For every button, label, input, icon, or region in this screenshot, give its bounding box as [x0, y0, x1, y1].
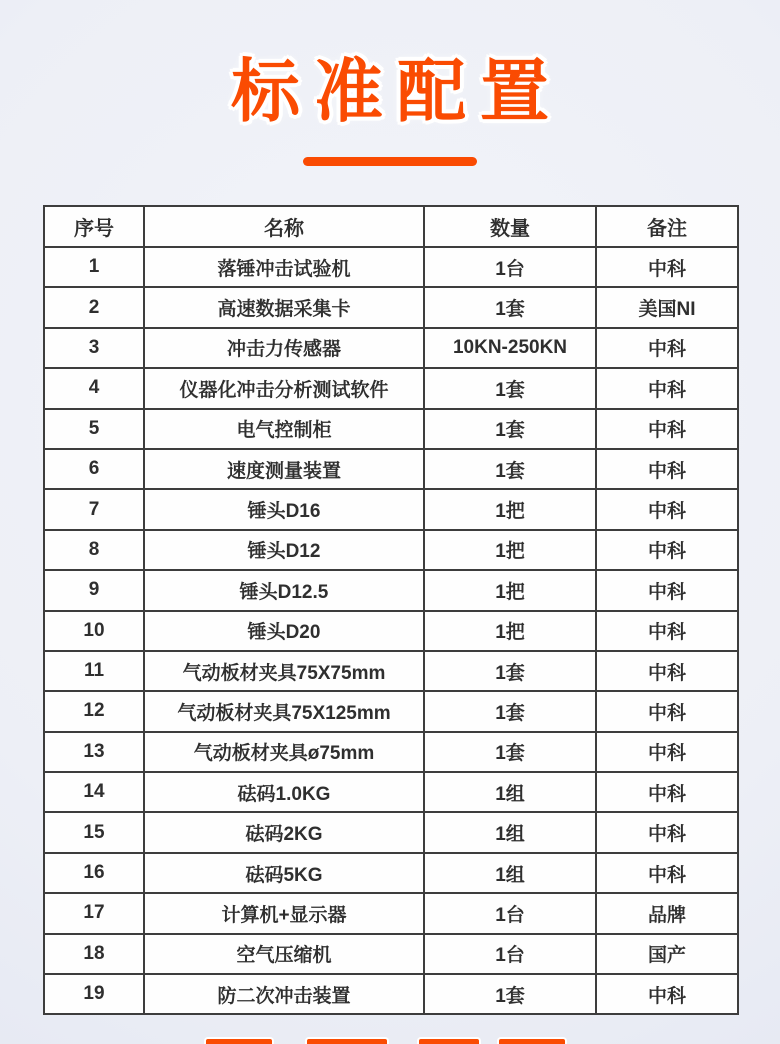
- table-cell: 中科: [596, 853, 738, 893]
- table-row: [44, 247, 738, 287]
- table-cell: 计算机+显示器: [144, 893, 424, 933]
- table-cell: 气动板材夹具ø75mm: [144, 732, 424, 772]
- table-cell: 中科: [596, 691, 738, 731]
- table-cell: 中科: [596, 328, 738, 368]
- table-cell: 锤头D12: [144, 530, 424, 570]
- table-cell: 电气控制柜: [144, 409, 424, 449]
- table-cell: 中科: [596, 368, 738, 408]
- table-row: [44, 570, 738, 610]
- table-cell: 1把: [424, 611, 596, 651]
- table-cell: 锤头D16: [144, 489, 424, 529]
- table-cell: 10KN-250KN: [424, 328, 596, 368]
- table-cell: 砝码2KG: [144, 812, 424, 852]
- table-cell: 中科: [596, 449, 738, 489]
- table-cell: 气动板材夹具75X125mm: [144, 691, 424, 731]
- table-cell: 2: [44, 287, 144, 327]
- table-cell: 1组: [424, 812, 596, 852]
- table-cell: 中科: [596, 570, 738, 610]
- table-cell: 1套: [424, 287, 596, 327]
- table-cell: 仪器化冲击分析测试软件: [144, 368, 424, 408]
- table-cell: 冲击力传感器: [144, 328, 424, 368]
- table-cell: 1组: [424, 772, 596, 812]
- title-section: [0, 55, 780, 128]
- table-cell: 14: [44, 772, 144, 812]
- table-cell: 8: [44, 530, 144, 570]
- table-cell: 1套: [424, 651, 596, 691]
- cut-off-next-title-fragment: [307, 1039, 387, 1044]
- table-cell: 6: [44, 449, 144, 489]
- table-row: [44, 489, 738, 529]
- table-cell: 1台: [424, 893, 596, 933]
- table-cell: 1台: [424, 934, 596, 974]
- table-cell: 1把: [424, 489, 596, 529]
- table-cell: 9: [44, 570, 144, 610]
- table-row: [44, 893, 738, 933]
- table-cell: 砝码5KG: [144, 853, 424, 893]
- table-cell: 中科: [596, 772, 738, 812]
- table-cell: 防二次冲击装置: [144, 974, 424, 1014]
- title-underline-bar: [303, 157, 477, 166]
- table-row: [44, 934, 738, 974]
- table-cell: 1套: [424, 409, 596, 449]
- table-cell: 4: [44, 368, 144, 408]
- table-cell: 美国NI: [596, 287, 738, 327]
- table-cell: 砝码1.0KG: [144, 772, 424, 812]
- table-cell: 11: [44, 651, 144, 691]
- table-cell: 1套: [424, 449, 596, 489]
- table-cell: 1把: [424, 530, 596, 570]
- standard-config-table: [43, 205, 739, 1015]
- table-cell: 中科: [596, 651, 738, 691]
- table-cell: 19: [44, 974, 144, 1014]
- table-cell: 锤头D12.5: [144, 570, 424, 610]
- table-cell: 10: [44, 611, 144, 651]
- table-row: [44, 772, 738, 812]
- table-cell: 空气压缩机: [144, 934, 424, 974]
- header-cell: 序号: [44, 206, 144, 247]
- table-cell: 13: [44, 732, 144, 772]
- table-cell: 15: [44, 812, 144, 852]
- table-row: [44, 409, 738, 449]
- table-row: [44, 611, 738, 651]
- table-row: [44, 651, 738, 691]
- cut-off-next-title-fragment: [206, 1039, 272, 1044]
- cut-off-next-title-fragment: [419, 1039, 479, 1044]
- table-row: [44, 368, 738, 408]
- header-cell: 名称: [144, 206, 424, 247]
- table-cell: 高速数据采集卡: [144, 287, 424, 327]
- table-cell: 品牌: [596, 893, 738, 933]
- table-row: [44, 328, 738, 368]
- table-cell: 中科: [596, 489, 738, 529]
- table-cell: 12: [44, 691, 144, 731]
- header-cell: 数量: [424, 206, 596, 247]
- table-cell: 17: [44, 893, 144, 933]
- table-cell: 中科: [596, 247, 738, 287]
- table-row: [44, 853, 738, 893]
- table-cell: 5: [44, 409, 144, 449]
- table-row: [44, 974, 738, 1014]
- page-title: 标准配置: [231, 53, 563, 130]
- table-row: [44, 691, 738, 731]
- table-row: [44, 287, 738, 327]
- config-table-body: [44, 247, 738, 1014]
- table-row: [44, 530, 738, 570]
- table-cell: 锤头D20: [144, 611, 424, 651]
- table-cell: 速度测量装置: [144, 449, 424, 489]
- table-cell: 1套: [424, 368, 596, 408]
- header-cell: 备注: [596, 206, 738, 247]
- table-cell: 18: [44, 934, 144, 974]
- table-cell: 1套: [424, 732, 596, 772]
- table-cell: 1台: [424, 247, 596, 287]
- table-cell: 1套: [424, 974, 596, 1014]
- table-cell: 16: [44, 853, 144, 893]
- table-cell: 1把: [424, 570, 596, 610]
- table-cell: 中科: [596, 732, 738, 772]
- table-row: [44, 812, 738, 852]
- table-header-row: [44, 206, 738, 247]
- table-cell: 中科: [596, 409, 738, 449]
- table-cell: 1组: [424, 853, 596, 893]
- table-row: [44, 732, 738, 772]
- cut-off-next-title-fragment: [499, 1039, 565, 1044]
- table-cell: 7: [44, 489, 144, 529]
- table-cell: 3: [44, 328, 144, 368]
- table-row: [44, 449, 738, 489]
- table-cell: 1套: [424, 691, 596, 731]
- table-cell: 气动板材夹具75X75mm: [144, 651, 424, 691]
- table-cell: 中科: [596, 812, 738, 852]
- table-cell: 中科: [596, 974, 738, 1014]
- table-cell: 落锤冲击试验机: [144, 247, 424, 287]
- table-cell: 中科: [596, 611, 738, 651]
- table-cell: 国产: [596, 934, 738, 974]
- table-cell: 中科: [596, 530, 738, 570]
- table-cell: 1: [44, 247, 144, 287]
